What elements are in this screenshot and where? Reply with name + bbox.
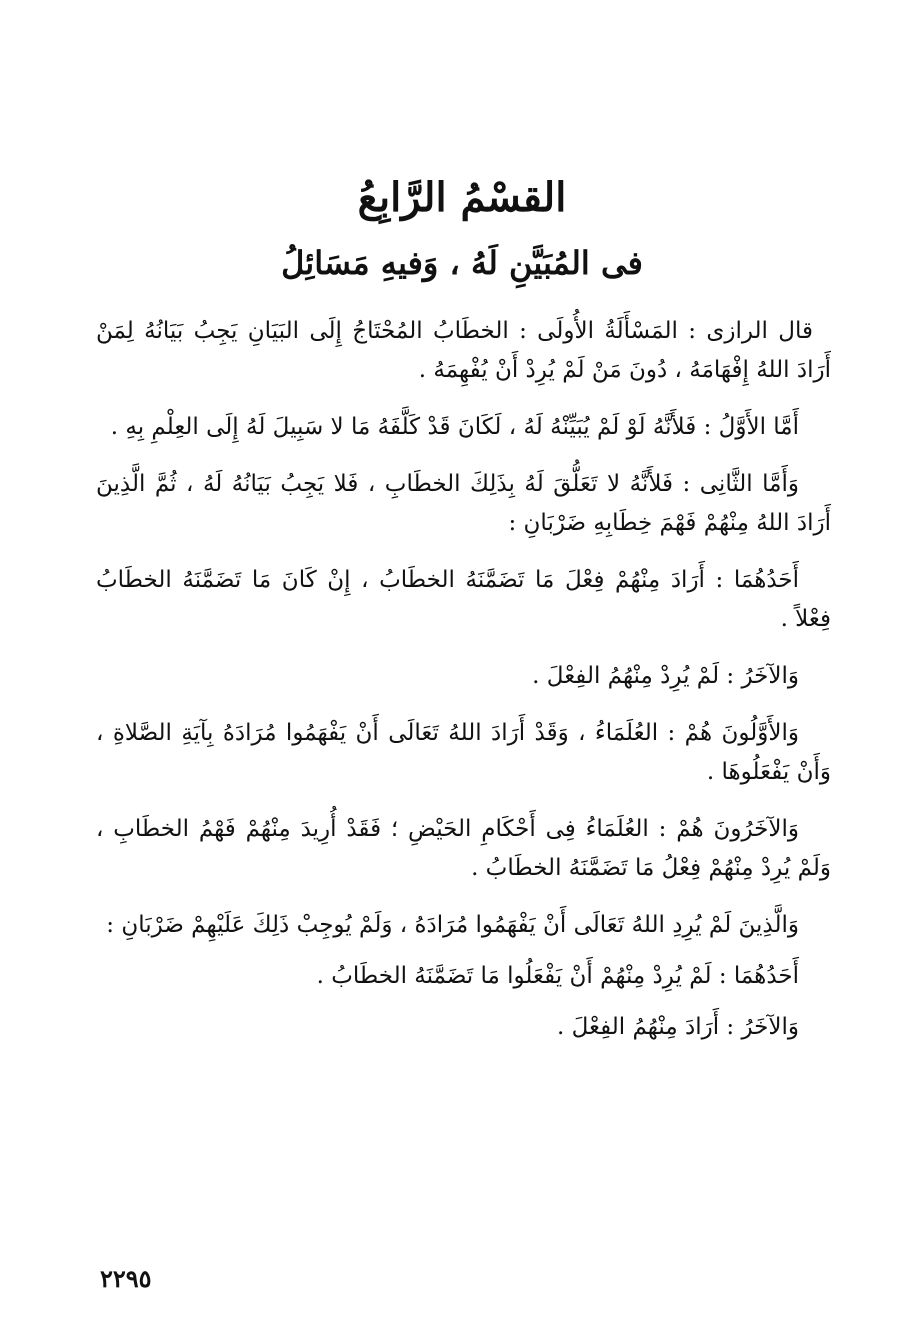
paragraph: قال الرازى : المَسْأَلَةُ الأُولَى : الخطَابُ المُحْتَاجُ إِلَى البَيَانِ يَجِبُ بَيَانُهُ لِمَنْ أَرَادَ اللهُ إِفْهَامَهُ ، دُونَ مَنْ لَمْ يُرِدْ أَنْ يُفْهِمَهُ . <box>96 318 831 383</box>
paragraph: وَأَمَّا الثَّانِى : فَلأَنَّهُ لا تَعَلُّقَ لَهُ بِذَلِكَ الخطَابِ ، فَلا يَجِبُ بَيَانُهُ لَهُ ، ثُمَّ الَّذِينَ أَرَادَ اللهُ مِنْهُمْ فَهْمَ خِطَابِهِ ضَرْبَانِ : <box>96 471 831 536</box>
paragraph: أَمَّا الأَوَّلُ : فَلأَنَّهُ لَوْ لَمْ يُبَيِّنْهُ لَهُ ، لَكَانَ قَدْ كَلَّفَهُ مَا لا سَبِيلَ لَهُ إِلَى العِلْمِ بِهِ . <box>110 414 799 440</box>
page-number: ٢٢٩٥ <box>100 1264 152 1293</box>
paragraph: أَحَدُهُمَا : لَمْ يُرِدْ مِنْهُمْ أَنْ يَفْعَلُوا مَا تَضَمَّنَهُ الخطَابُ . <box>316 963 799 989</box>
paragraph: وَالآخَرُ : أَرَادَ مِنْهُمُ الفِعْلَ . <box>557 1014 799 1040</box>
section-subtitle: فى المُبَيَّنِ لَهُ ، وَفيهِ مَسَائِلُ <box>281 244 643 282</box>
section-title: القسْمُ الرَّابِعُ <box>357 174 567 221</box>
paragraph: وَالَّذِينَ لَمْ يُرِدِ اللهُ تَعَالَى أَنْ يَفْهَمُوا مُرَادَهُ ، وَلَمْ يُوجِبْ ذَلِكَ عَلَيْهِمْ ضَرْبَانِ : <box>106 912 799 938</box>
paragraph: وَالآخَرُ : لَمْ يُرِدْ مِنْهُمُ الفِعْلَ . <box>532 663 799 689</box>
body-text <box>96 312 831 1059</box>
paragraph: وَالأَوَّلُونَ هُمْ : العُلَمَاءُ ، وَقَدْ أَرَادَ اللهُ تَعَالَى أَنْ يَفْهَمُوا مُرَادَهُ بِآيَةِ الصَّلاةِ ، وَأَنْ يَفْعَلُوهَا . <box>96 720 831 785</box>
paragraph: أَحَدُهُمَا : أَرَادَ مِنْهُمْ فِعْلَ مَا تَضَمَّنَهُ الخطَابُ ، إِنْ كَانَ مَا تَضَمَّنَهُ الخطَابُ فِعْلاً . <box>96 567 831 632</box>
paragraph: وَالآخَرُونَ هُمْ : العُلَمَاءُ فِى أَحْكَامِ الحَيْضِ ؛ فَقَدْ أُرِيدَ مِنْهُمْ فَهْمُ الخطَابِ ، وَلَمْ يُرِدْ مِنْهُمْ فِعْلُ مَا تَضَمَّنَهُ الخطَابُ . <box>96 816 831 881</box>
